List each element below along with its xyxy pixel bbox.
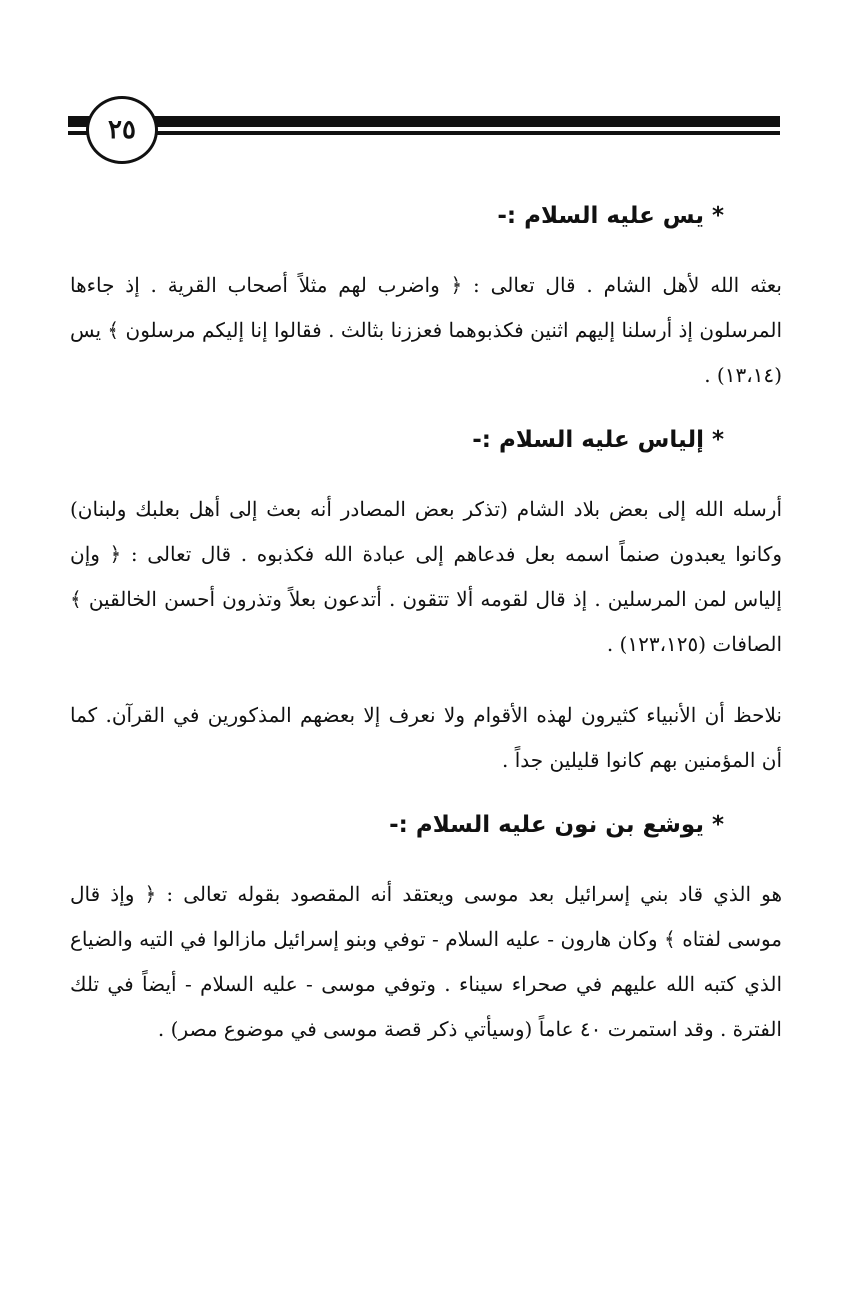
paragraph: أرسله الله إلى بعض بلاد الشام (تذكر بعض المصادر أنه بعث إلى أهل بعلبك ولبنان) وكانوا يعبدون صنماً اسمه بعل فدعاهم إلى عبادة الله فكذبوه . قال تعالى : ﴿ وإن إلياس لمن المرسلين . إذ قال لقومه ألا تتقون . أتدعون بعلاً وتذرون أحسن الخالقين ﴾ الصافات (١٢٣،١٢٥) .: [70, 497, 782, 656]
paragraph: هو الذي قاد بني إسرائيل بعد موسى ويعتقد أنه المقصود بقوله تعالى : ﴿ وإذ قال موسى لفتاه ﴾ وكان هارون - عليه السلام - توفي وبنو إسرائيل مازالوا في التيه والضياع الذي كتبه الله عليهم في صحراء سيناء . وتوفي موسى - عليه السلام - أيضاً في تلك الفترة . وقد استمرت ٤٠ عاماً (وسيأتي ذكر قصة موسى في موضوع مصر) .: [70, 882, 782, 1041]
section-yasin: [70, 196, 782, 398]
section-ilyas: [70, 420, 782, 783]
section-heading: * يس عليه السلام :-: [497, 203, 724, 229]
paragraph: نلاحظ أن الأنبياء كثيرون لهذه الأقوام ولا نعرف إلا بعضهم المذكورين في القرآن. كما أن المؤمنين بهم كانوا قليلين جداً .: [70, 703, 782, 772]
section-yusha: [70, 805, 782, 1052]
section-heading: * إلياس عليه السلام :-: [472, 427, 724, 453]
header-rule: [68, 114, 780, 138]
header-rule-thick: [68, 116, 780, 127]
section-heading: * يوشع بن نون عليه السلام :-: [389, 812, 724, 838]
header-rule-thin: [68, 131, 780, 135]
paragraph: بعثه الله لأهل الشام . قال تعالى : ﴿ واضرب لهم مثلاً أصحاب القرية . إذ جاءها المرسلون إذ أرسلنا إليهم اثنين فكذبوهما فعززنا بثالث . فقالوا إنا إليكم مرسلون ﴾ يس (١٣،١٤) .: [70, 273, 782, 387]
page-body: [70, 196, 782, 1052]
page-number: ٢٥: [86, 96, 158, 164]
